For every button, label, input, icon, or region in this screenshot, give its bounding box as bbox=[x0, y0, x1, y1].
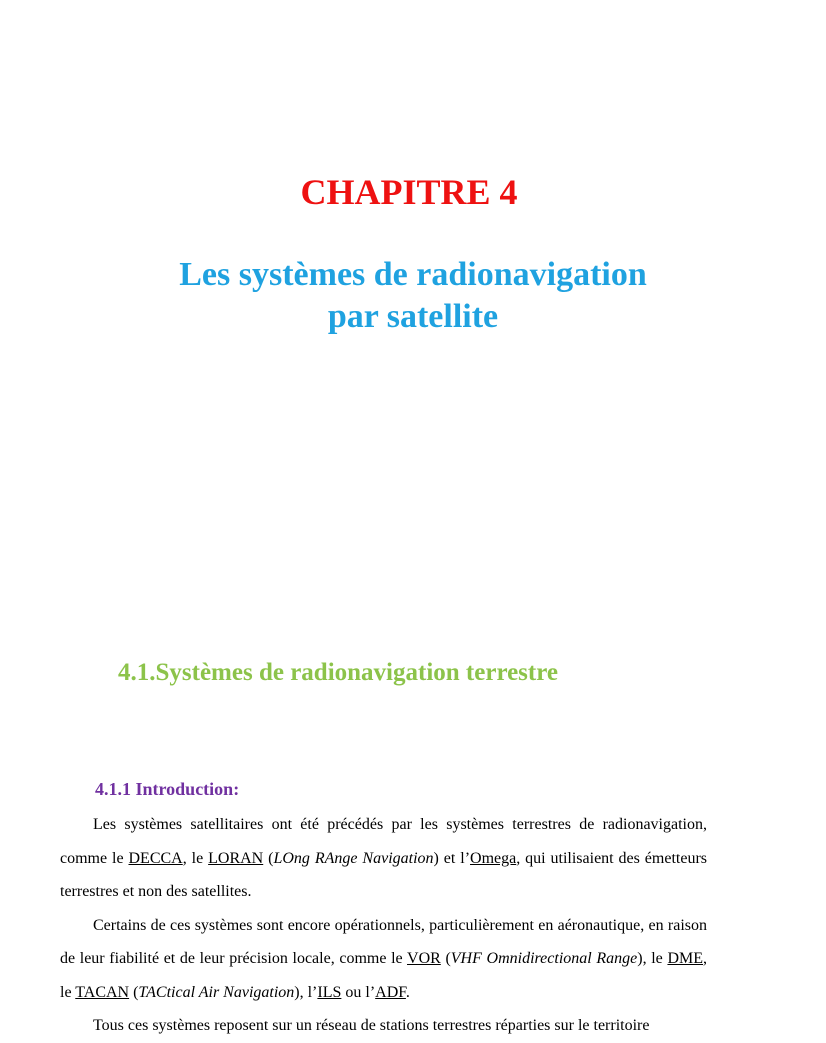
chapter-label: CHAPITRE 4 bbox=[300, 172, 518, 212]
paragraph-text: ), le bbox=[637, 950, 668, 967]
term-tacan-expansion: TACtical Air Navigation bbox=[138, 983, 295, 1001]
chapter-title bbox=[0, 254, 826, 338]
paragraph-text: Tous ces systèmes reposent sur un réseau de stations terrestres réparties sur le territoire bbox=[93, 1017, 650, 1034]
body-text bbox=[60, 808, 707, 1043]
paragraph-text: , qui utilisaient des émetteurs terrestres et non des satellites. bbox=[60, 849, 707, 900]
term-loran: LORAN bbox=[208, 849, 264, 867]
term-vor: VOR bbox=[407, 950, 441, 967]
paragraph-text: , le bbox=[182, 849, 209, 867]
term-adf: ADF bbox=[375, 983, 406, 1001]
term-decca: DECCA bbox=[128, 849, 183, 867]
chapter-title-line-1: Les systèmes de radionavigation bbox=[179, 256, 647, 293]
paragraph-text: . bbox=[405, 983, 410, 1001]
subsection-heading: 4.1.1 Introduction: bbox=[95, 779, 240, 799]
paragraph-text: ), l’ bbox=[294, 983, 318, 1001]
term-ils: ILS bbox=[317, 983, 342, 1001]
paragraph-text: , le bbox=[60, 950, 707, 1001]
paragraph-1 bbox=[60, 808, 707, 909]
term-tacan: TACAN bbox=[75, 983, 130, 1001]
term-loran-expansion: LOng RAnge Navigation bbox=[273, 849, 434, 867]
paragraph-text: ( bbox=[129, 983, 139, 1001]
term-vor-expansion: VHF Omnidirectional Range bbox=[450, 950, 638, 967]
section-heading: 4.1.Systèmes de radionavigation terrestre bbox=[118, 659, 558, 686]
paragraph-text: Certains de ces systèmes sont encore opérationnels, particulièrement en aéronautique, en raison de leur fiabilité et de leur précision locale, comme le bbox=[60, 916, 707, 967]
paragraph-text: ( bbox=[263, 849, 274, 867]
paragraph-3 bbox=[60, 1009, 707, 1043]
paragraph-2 bbox=[60, 909, 707, 1010]
paragraph-text: ( bbox=[440, 950, 451, 967]
paragraph-text: ) et l’ bbox=[433, 849, 471, 867]
term-dme: DME bbox=[667, 950, 703, 967]
chapter-title-line-2: par satellite bbox=[327, 298, 499, 335]
term-omega: Omega bbox=[470, 849, 517, 867]
paragraph-text: Les systèmes satellitaires ont été précédés par les systèmes terrestres de radionavigation, comme le bbox=[60, 816, 707, 867]
paragraph-text: ou l’ bbox=[341, 983, 376, 1001]
